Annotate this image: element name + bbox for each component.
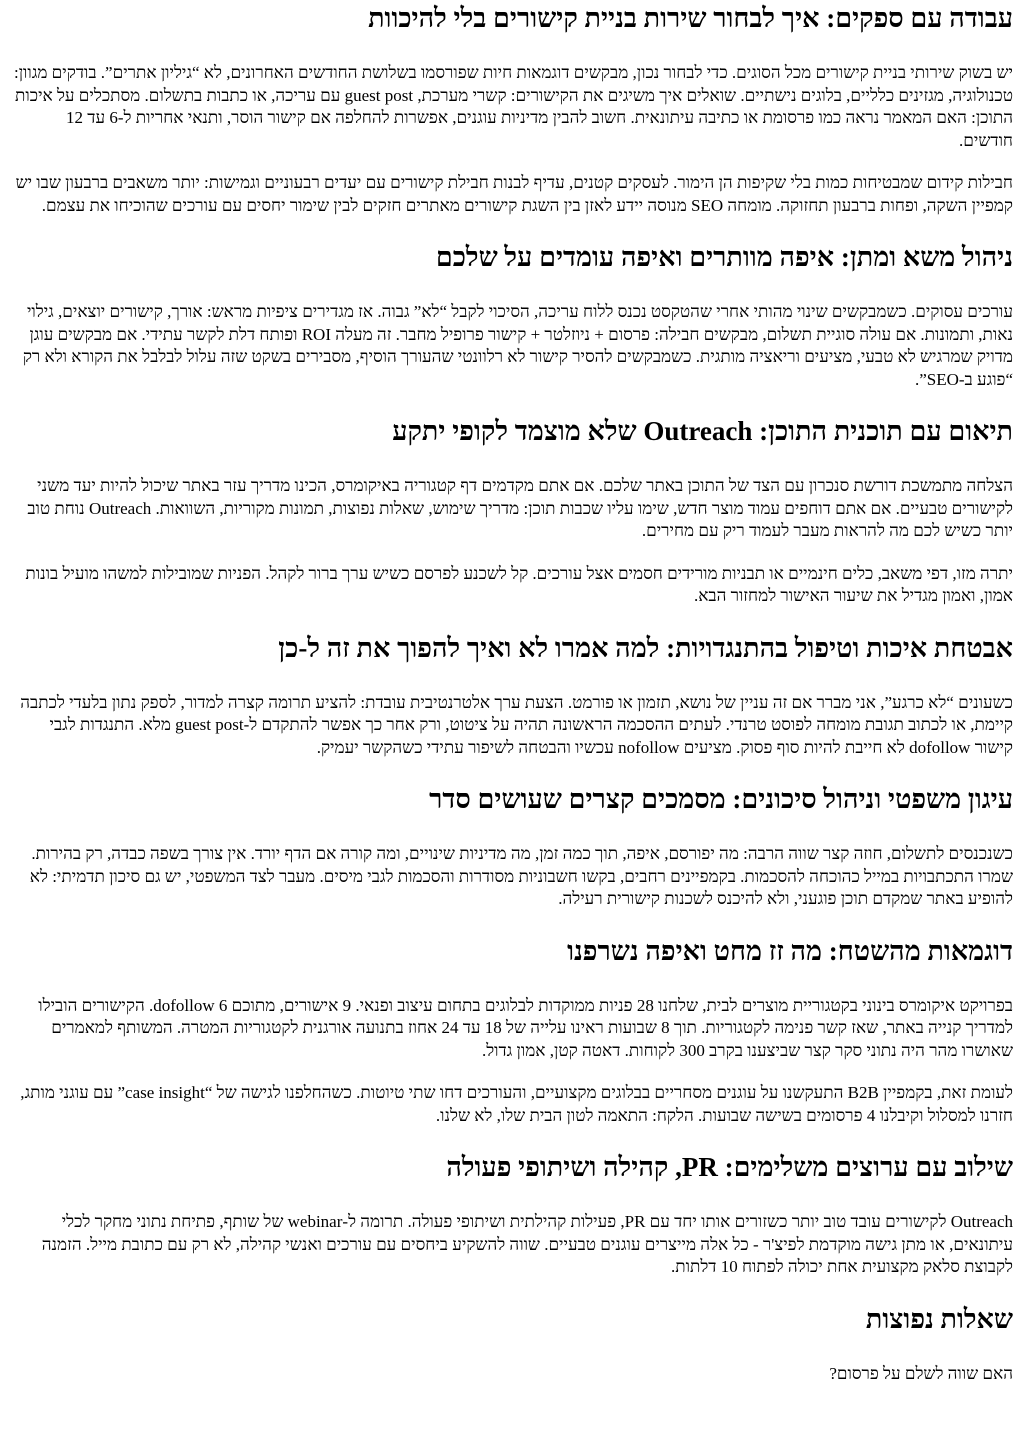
- paragraph: כשנכנסים לתשלום, חוזה קצר שווה הרבה: מה יפורסם, איפה, תוך כמה זמן, מה מדיניות שינויים, ומה קורה אם הדף יורד. אין צורך בשפה כבדה, רק בהירות. שמרו התכתבויות במייל כהוכחה להסכמות. בקמפיינים רחבים, בקשו חשבוניות מסודרות והסכמות לגבי מיסים. מעבר לצד המשפטי, יש גם סיכון תדמיתי: לא להופיע באתר שמקדם תוכן פוגעני, ולא להיכנס לשכנות קישורית רעילה.: [29, 844, 1013, 908]
- paragraph: יש בשוק שירותי בניית קישורים מכל הסוגים. כדי לבחור נכון, מבקשים דוגמאות חיות שפורסמו בשלושת החודשים האחרונים, לא “גיליון אתרים”. בודקים מגוון: טכנולוגיה, מגזינים כלליים, בלוגים נישתיים. שואלים איך משיגים את הקישורים: קשרי מערכת, guest post עם עריכה, או כתבות בתשלום. מסתכלים על איכות התוכן: האם המאמר נראה כמו פרסומת או כתיבה עיתונאית. חשוב להבין מדיניות עוגנים, אפשרות להחלפה אם קישור הוסר, ותנאי אחריות ל-6 עד 12 חודשים.: [13, 63, 1013, 150]
- paragraph: יתרה מזו, דפי משאב, כלים חינמיים או תבניות מורידים חסמים אצל עורכים. קל לשכנע לפרסם כשיש ערך ברור לקהל. הפניות שמובילות למשהו מועיל בונות אמון, ואמון מגדיל את שיעור האישור למחזור הבא.: [25, 563, 1013, 605]
- paragraph: בפרויקט איקומרס בינוני בקטגוריית מוצרים לבית, שלחנו 28 פניות ממוקדות לבלוגים בתחום עיצוב ופנאי. 9 אישורים, מתוכם 6 dofollow. הקישורים הובילו למדריך קנייה באתר, שאז קשר פנימה לקטגוריות. תוך 8 שבועות ראינו עלייה של 18 עד 24 אחוז בתנועה אורגנית לקטגוריות המטרה. המשותף למאמרים שאושרו מהר היה נתוני סקר קצר שביצענו בקרב 300 לקוחות. דאטה קטן, אמון גדול.: [38, 995, 1013, 1060]
- paragraph: כשעונים “לא כרגע”, אני מברר אם זה עניין של נושא, תזמון או פורמט. הצעת ערך אלטרנטיבית עובדת: להציע תרומה קצרה למדור, לספק נתון בלעדי לכתבה קיימת, או לכתוב תגובת מומחה לפוסט טרנדי. לעתים ההסכמה הראשונה תהיה על ציטוט, ורק אחר כך אפשר להתקדם ל-guest post מלא. התנגדות לגבי קישור dofollow לא חייבת להיות סוף פסוק. מציעים nofollow עכשיו והבטחה לשיפור עתידי כשהקשר יעמיק.: [20, 692, 1013, 757]
- section-heading-content-plan: תיאום עם תוכנית התוכן: Outreach שלא מוצמד לקופי יתקע: [392, 416, 1013, 446]
- section-heading-negotiation: ניהול משא ומתן: איפה מוותרים ואיפה עומדים על שלכם: [435, 242, 1013, 272]
- section-heading-legal: עיגון משפטי וניהול סיכונים: מסמכים קצרים שעושים סדר: [429, 784, 1013, 814]
- section-heading-faq: שאלות נפוצות: [865, 1303, 1013, 1334]
- section-heading-vendors: עבודה עם ספקים: איך לבחור שירות בניית קישורים בלי להיכוות: [368, 3, 1013, 33]
- paragraph: Outreach לקישורים עובד טוב יותר כשזורים אותו יחד עם PR, פעילות קהילתית ושיתופי פעולה. תרומה ל-webinar של שותף, פתיחת נתוני מחקר לכלי עיתונאים, או מתן גישה מוקדמת לפיצ'ר - כל אלה מייצרים עוגנים טבעיים. שווה להשקיע ביחסים עם עורכים ואנשי קהילה, לא רק עם כתובת מייל. הזמנה לקבוצת סלאק מקצועית אחת יכולה לפתוח 10 דלתות.: [41, 1212, 1013, 1276]
- paragraph: עורכים עסוקים. כשמבקשים שינוי מהותי אחרי שהטקסט נכנס ללוח עריכה, הסיכוי לקבל “לא” גבוה. אז מגדירים ציפיות מראש: אורך, קישורים יוצאים, גילוי נאות, ותמונות. אם עולה סוגיית תשלום, מבקשים חבילה: פרסום + ניוזלטר + קישור פרופיל מחבר. זה מעלה ROI ופותח דלת לקשר עתידי. אם מבקשים עוגן מדויק שמרגיש לא טבעי, מציעים וריאציה מותגית. כשמבקשים להסיר קישור לא רלוונטי שהעורך הוסיף, מסבירים בשקט שזה עלול לבלבל את הקורא ולא רק “פוגע ב-SEO”.: [22, 302, 1013, 389]
- section-heading-channels: שילוב עם ערוצים משלימים: PR, קהילה ושיתופי פעולה: [446, 1152, 1013, 1182]
- paragraph: הצלחה מתמשכת דורשת סנכרון עם הצד של התוכן באתר שלכם. אם אתם מקדמים דף קטגוריה באיקומרס, הכינו מדריך עזר באתר שיכול להיות יעד משני לקישורים טבעיים. אם אתם דוחפים עמוד מוצר חדש, שימו עליו שכבות תוכן: מדריך שימוש, שאלות נפוצות, תמונות מקוריות, השוואות. Outreach נוחת טוב יותר כשיש לכם מה להראות מעבר לעמוד ריק עם מחירים.: [27, 476, 1013, 540]
- paragraph: חבילות קידום שמבטיחות כמות בלי שקיפות הן הימור. לעסקים קטנים, עדיף לבנות חבילת קישורים עם יעדים רבעוניים וגמישות: יותר משאבים ברבעון שבו יש קמפיין השקה, ופחות ברבעון תחזוקה. מומחה SEO מנוסה יידע לאזן בין השגת קישורים מאתרים חזקים לבין שימור יחסים עם עורכים שהוכיחו את עצמם.: [15, 173, 1013, 215]
- section-heading-quality: אבטחת איכות וטיפול בהתנגדויות: למה אמרו לא ואיך להפוך את זה ל-כן: [278, 632, 1013, 663]
- section-heading-examples: דוגמאות מהשטח: מה זז מחט ואיפה נשרפנו: [567, 935, 1013, 966]
- paragraph: לעומת זאת, בקמפיין B2B התעקשנו על עוגנים מסחריים בבלוגים מקצועיים, והעורכים דחו שתי טיוטות. כשהחלפנו לגישה של “case insight” עם עוגני מותג, חזרנו למסלול וקיבלנו 4 פרסומים בשישה שבועות. הלקח: התאמה לטון הבית שלו, לא שלנו.: [20, 1083, 1013, 1125]
- faq-question: האם שווה לשלם על פרסום?: [829, 1363, 1013, 1383]
